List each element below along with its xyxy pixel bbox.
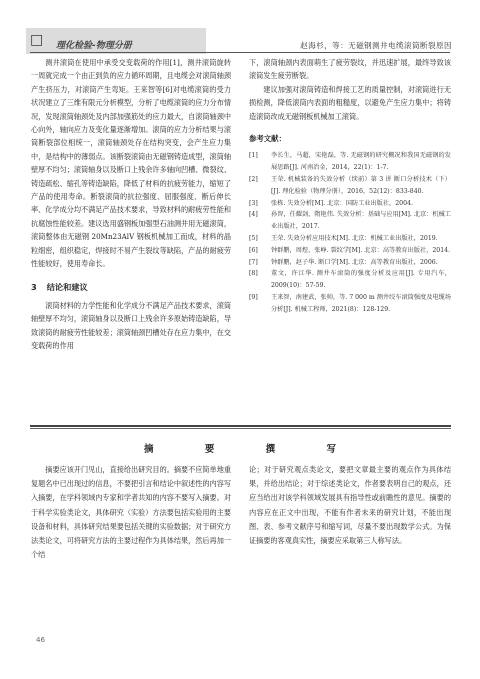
body-paragraph: 滚筒材料的力学性能和化学成分不满足产品技术要求，滚筒轴壁厚不均匀，滚筒轴身以及断口上残余许多原始铸造缺陷，导致滚筒的耐疲劳性能较差；滚筒轴颈凹槽处存在应力集中，在交变载荷的作用 (31, 300, 231, 351)
section-divider (30, 425, 451, 427)
reference-item (249, 292, 451, 316)
reference-item (249, 150, 451, 174)
section-heading (31, 281, 231, 294)
reference-text: 董文，许江华. 测井车滚筒的强度分析及应用[J]. 专用汽车，2009(10)：57-59. (271, 270, 451, 290)
journal-logo-icon: □ (30, 32, 44, 48)
journal-banner-text: 理化检验-物理分册 (56, 41, 132, 51)
reference-item (249, 268, 451, 292)
reference-number: [5] (249, 235, 258, 243)
header-rule (30, 52, 450, 53)
reference-number: [9] (249, 294, 258, 301)
reference-text: 钟群鹏，周煜，张峥. 裂纹学[M]. 北京：高等教育出版社，2014. (271, 246, 451, 254)
abstract-guide-title: 摘 要 撰 写 (144, 444, 360, 455)
reference-text: 王来智，南建武，张帅，等. 7 000 m 测井绞车滚筒强度及电缆场分析[J]. 机械工程师，2021(8)：128-129. (271, 294, 451, 313)
page-number: 46 (36, 636, 45, 644)
reference-text: 王荣. 失效分析应用技术[M]. 北京：机械工业出版社，2019. (271, 235, 438, 243)
reference-number: [4] (249, 211, 258, 219)
reference-item (249, 209, 451, 233)
reference-text: 张栋. 失效分析[M]. 北京：国防工业出版社，2004. (271, 199, 413, 207)
reference-text: 钟群鹏，赵子华. 断口学[M]. 北京：高等教育出版社，2006. (271, 258, 438, 266)
reference-item (249, 233, 451, 245)
reference-text: 李长生，马超，宋艳磊，等. 无磁钢的研究概况和我国无磁钢的发展思路[J]. 河南冶金，2014，22(1)：1-7. (271, 152, 451, 172)
running-title: 赵海杉，等：无磁钢测井电缆滚筒断裂原因 (300, 41, 452, 50)
abstract-guide-text-right: 论；对于研究观点类论文，要把文章最主要的观点作为具体结果，并给出结论；对于综述类论文，作者要表明自己的观点，还应当给出对该学科领域发展具有指导性或前瞻性的意见。摘要的内容应在正文中出现，不能有作者未来的研究计划，不能出现图、表、参考文献序号和缩写词，尽量不要出现数学公式。为保证摘要的客观真实性，摘要应采取第三人称写法。 (249, 465, 451, 546)
section-title: 结论和建议 (46, 281, 88, 292)
abstract-guide-text-left: 摘要应该开门见山，直接给出研究目的。摘要不应简单地重复题名中已出现过的信息，不要把引言和结论中叙述性的内容写入摘要，在学科领域内专家和学者共知的内容不要写入摘要。对于科学实验类论文，具体研究（实验）方法要包括实验用的主要设备和材料，具体研究结果要包括关键的实验数据；对于研究方法类论文，可将研究方法的主要过程作为具体结果，然后再加一个结 (31, 465, 231, 560)
reference-item (249, 174, 451, 198)
reference-number: [2] (249, 176, 258, 184)
reference-text: 孙智，任耀剑，隋艳伟. 失效分析：基础与应用[M]. 北京：机械工业出版社，2017. (271, 211, 451, 231)
reference-item (249, 245, 451, 257)
reference-number: [6] (249, 246, 258, 254)
reference-number: [1] (249, 152, 258, 160)
reference-number: [8] (249, 270, 258, 278)
section-number: 3 (31, 281, 37, 292)
reference-item (249, 257, 451, 269)
section-divider-thin (30, 428, 451, 429)
reference-number: [7] (249, 258, 258, 266)
reference-item (249, 198, 451, 210)
body-paragraph: 测井滚筒在使用中承受交变载荷的作用[1]，测井滚筒旋转一周就完成一个由正到负的应力循环周期，且电缆会对滚筒轴颈产生挤压力，对滚筒产生弯矩。王来智等[6]对电缆滚筒的受力状况建立了三维有限元分析模型，分析了电缆滚筒的应力分布情况，发现滚筒轴颈处及内部加强筋处的应力最大，自滚筒轴颈中心向外，轴向应力及变化量逐渐增加。滚筒的应力分析结果与滚筒断裂部位相统一，滚筒轴颈处存在结构突变，会产生应力集中，是结构中的薄弱点。该断裂滚筒由无磁钢铸造成型，滚筒轴壁厚不均匀；滚筒轴身以及断口上残余许多轴向凹槽、微裂纹、铸造疏松、缩孔等铸造缺陷，降低了材料的抗疲劳能力，缩短了产品的使用寿命。断裂滚筒的抗拉强度、屈服强度、断后伸长率、化学成分均不满足产品技术要求，导致材料的耐疲劳性能和抗腐蚀性能较差。建议选用盛钢板加强型石油测井用无磁滚筒，滚筒整体由无磁钢 20Mn23AlV 钢板机械加工而成，材料的晶粒细密，组织稳定，焊接时不易产生裂纹等缺陷，产品的耐疲劳性能较好，使用寿命长。 (31, 58, 231, 269)
reference-text: 王荣. 机械装备的失效分析（续前）第 3 讲 断口分析技术（下）[J]. 理化检验（物理分册），2016，52(12)：833-840. (271, 176, 451, 195)
body-paragraph: 建议加强对滚筒铸造和焊接工艺的质量控制，对滚筒进行无损检测，降低滚筒内表面的粗糙度，以避免产生应力集中；将铸造滚筒改成无磁钢板机械加工滚筒。 (249, 84, 451, 121)
body-paragraph: 下，滚筒轴颈内表面萌生了疲劳裂纹，并迅速扩展，最终导致该滚筒发生疲劳断裂。 (249, 58, 451, 81)
reference-list (249, 150, 451, 315)
page-header (0, 0, 480, 52)
left-column (31, 56, 231, 353)
right-column (249, 56, 451, 316)
references-heading: 参考文献： (249, 134, 286, 144)
reference-number: [3] (249, 199, 258, 207)
